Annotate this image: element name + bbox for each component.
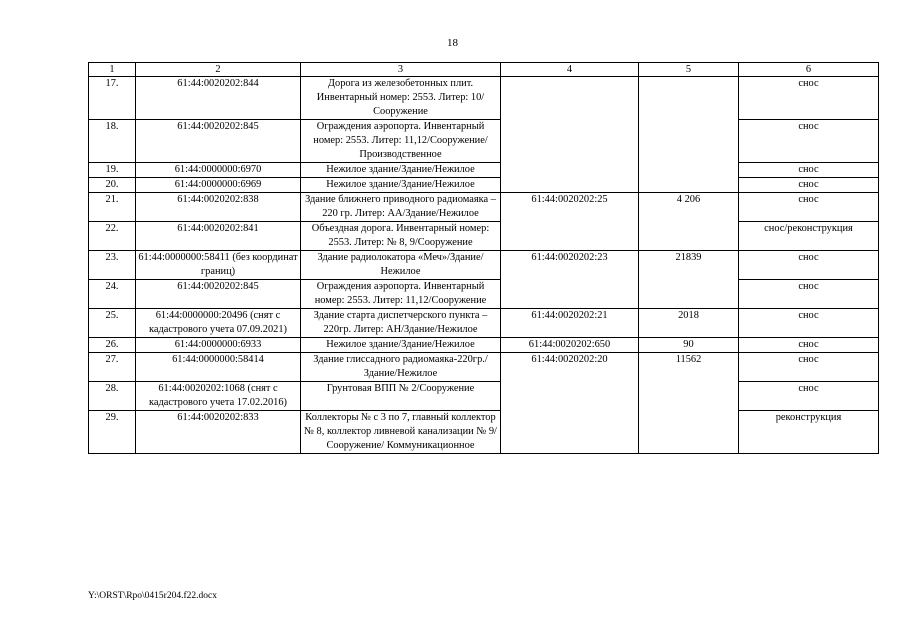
- column-header: 5: [639, 63, 739, 77]
- table-row: [89, 120, 879, 163]
- row-number: 27.: [89, 353, 136, 382]
- table-row: [89, 353, 879, 382]
- planned-action: снос: [739, 193, 879, 222]
- row-number: 29.: [89, 411, 136, 454]
- column-header: 2: [136, 63, 301, 77]
- object-description: Нежилое здание/Здание/Нежилое: [301, 163, 501, 178]
- table-row: [89, 280, 879, 309]
- object-cadastral-number: 61:44:0020202:845: [136, 280, 301, 309]
- object-description: Объездная дорога. Инвентарный номер: 2553. Литер: № 8, 9/Сооружение: [301, 222, 501, 251]
- parcel-area: 2018: [639, 309, 739, 338]
- object-description: Здание старта диспетчерского пункта – 220гр. Литер: АН/Здание/Нежилое: [301, 309, 501, 338]
- planned-action: снос: [739, 280, 879, 309]
- row-number: 20.: [89, 178, 136, 193]
- parcel-cadastral-number: 61:44:0020202:650: [501, 338, 639, 353]
- table-row: [89, 77, 879, 120]
- parcel-area: 21839: [639, 251, 739, 309]
- planned-action: реконструкция: [739, 411, 879, 454]
- object-description: Нежилое здание/Здание/Нежилое: [301, 178, 501, 193]
- planned-action: снос: [739, 353, 879, 382]
- object-cadastral-number: 61:44:0000000:20496 (снят с кадастрового учета 07.09.2021): [136, 309, 301, 338]
- table-row: [89, 251, 879, 280]
- object-description: Здание глиссадного радиомаяка-220гр./Здание/Нежилое: [301, 353, 501, 382]
- object-cadastral-number: 61:44:0000000:6933: [136, 338, 301, 353]
- object-cadastral-number: 61:44:0000000:58411 (без координат границ): [136, 251, 301, 280]
- parcel-cadastral-number: 61:44:0020202:21: [501, 309, 639, 338]
- planned-action: снос: [739, 382, 879, 411]
- row-number: 26.: [89, 338, 136, 353]
- object-cadastral-number: 61:44:0020202:1068 (снят с кадастрового учета 17.02.2016): [136, 382, 301, 411]
- object-description: Здание ближнего приводного радиомаяка – 220 гр. Литер: АА/Здание/Нежилое: [301, 193, 501, 222]
- object-cadastral-number: 61:44:0020202:833: [136, 411, 301, 454]
- column-header: 3: [301, 63, 501, 77]
- parcel-cadastral-number: 61:44:0020202:23: [501, 251, 639, 309]
- planned-action: снос: [739, 309, 879, 338]
- object-cadastral-number: 61:44:0020202:845: [136, 120, 301, 163]
- planned-action: снос/реконструкция: [739, 222, 879, 251]
- row-number: 19.: [89, 163, 136, 178]
- column-header: 1: [89, 63, 136, 77]
- parcel-cadastral-number: 61:44:0020202:20: [501, 353, 639, 454]
- object-cadastral-number: 61:44:0020202:844: [136, 77, 301, 120]
- parcel-cadastral-number: [501, 77, 639, 193]
- object-cadastral-number: 61:44:0000000:6970: [136, 163, 301, 178]
- object-description: Грунтовая ВПП № 2/Сооружение: [301, 382, 501, 411]
- parcel-cadastral-number: 61:44:0020202:25: [501, 193, 639, 251]
- parcel-area: 11562: [639, 353, 739, 454]
- table-row: [89, 222, 879, 251]
- row-number: 18.: [89, 120, 136, 163]
- row-number: 28.: [89, 382, 136, 411]
- parcel-area: [639, 77, 739, 193]
- object-cadastral-number: 61:44:0000000:6969: [136, 178, 301, 193]
- object-cadastral-number: 61:44:0000000:58414: [136, 353, 301, 382]
- planned-action: снос: [739, 178, 879, 193]
- table-row: [89, 178, 879, 193]
- objects-table: [88, 62, 879, 454]
- file-path-footer: Y:\ORST\Rpo\0415r204.f22.docx: [88, 591, 217, 601]
- object-description: Нежилое здание/Здание/Нежилое: [301, 338, 501, 353]
- column-header: 4: [501, 63, 639, 77]
- row-number: 17.: [89, 77, 136, 120]
- planned-action: снос: [739, 163, 879, 178]
- page-number: 18: [447, 37, 458, 49]
- parcel-area: 4 206: [639, 193, 739, 251]
- object-description: Здание радиолокатора «Меч»/Здание/Нежилое: [301, 251, 501, 280]
- object-description: Дорога из железобетонных плит. Инвентарный номер: 2553. Литер: 10/Сооружение: [301, 77, 501, 120]
- object-description: Коллекторы № с 3 по 7, главный коллектор № 8, коллектор ливневой канализации № 9/Сооружение/ Коммуникационное: [301, 411, 501, 454]
- object-cadastral-number: 61:44:0020202:841: [136, 222, 301, 251]
- row-number: 22.: [89, 222, 136, 251]
- object-description: Ограждения аэропорта. Инвентарный номер: 2553. Литер: 11,12/Сооружение/ Производственное: [301, 120, 501, 163]
- planned-action: снос: [739, 338, 879, 353]
- table-row: [89, 163, 879, 178]
- planned-action: снос: [739, 251, 879, 280]
- object-description: Ограждения аэропорта. Инвентарный номер: 2553. Литер: 11,12/Сооружение: [301, 280, 501, 309]
- planned-action: снос: [739, 120, 879, 163]
- row-number: 25.: [89, 309, 136, 338]
- object-cadastral-number: 61:44:0020202:838: [136, 193, 301, 222]
- row-number: 24.: [89, 280, 136, 309]
- parcel-area: 90: [639, 338, 739, 353]
- table-row: [89, 411, 879, 454]
- table-row: [89, 338, 879, 353]
- row-number: 21.: [89, 193, 136, 222]
- table-row: [89, 382, 879, 411]
- column-header: 6: [739, 63, 879, 77]
- table-row: [89, 309, 879, 338]
- table-header-row: [89, 63, 879, 77]
- planned-action: снос: [739, 77, 879, 120]
- table-row: [89, 193, 879, 222]
- row-number: 23.: [89, 251, 136, 280]
